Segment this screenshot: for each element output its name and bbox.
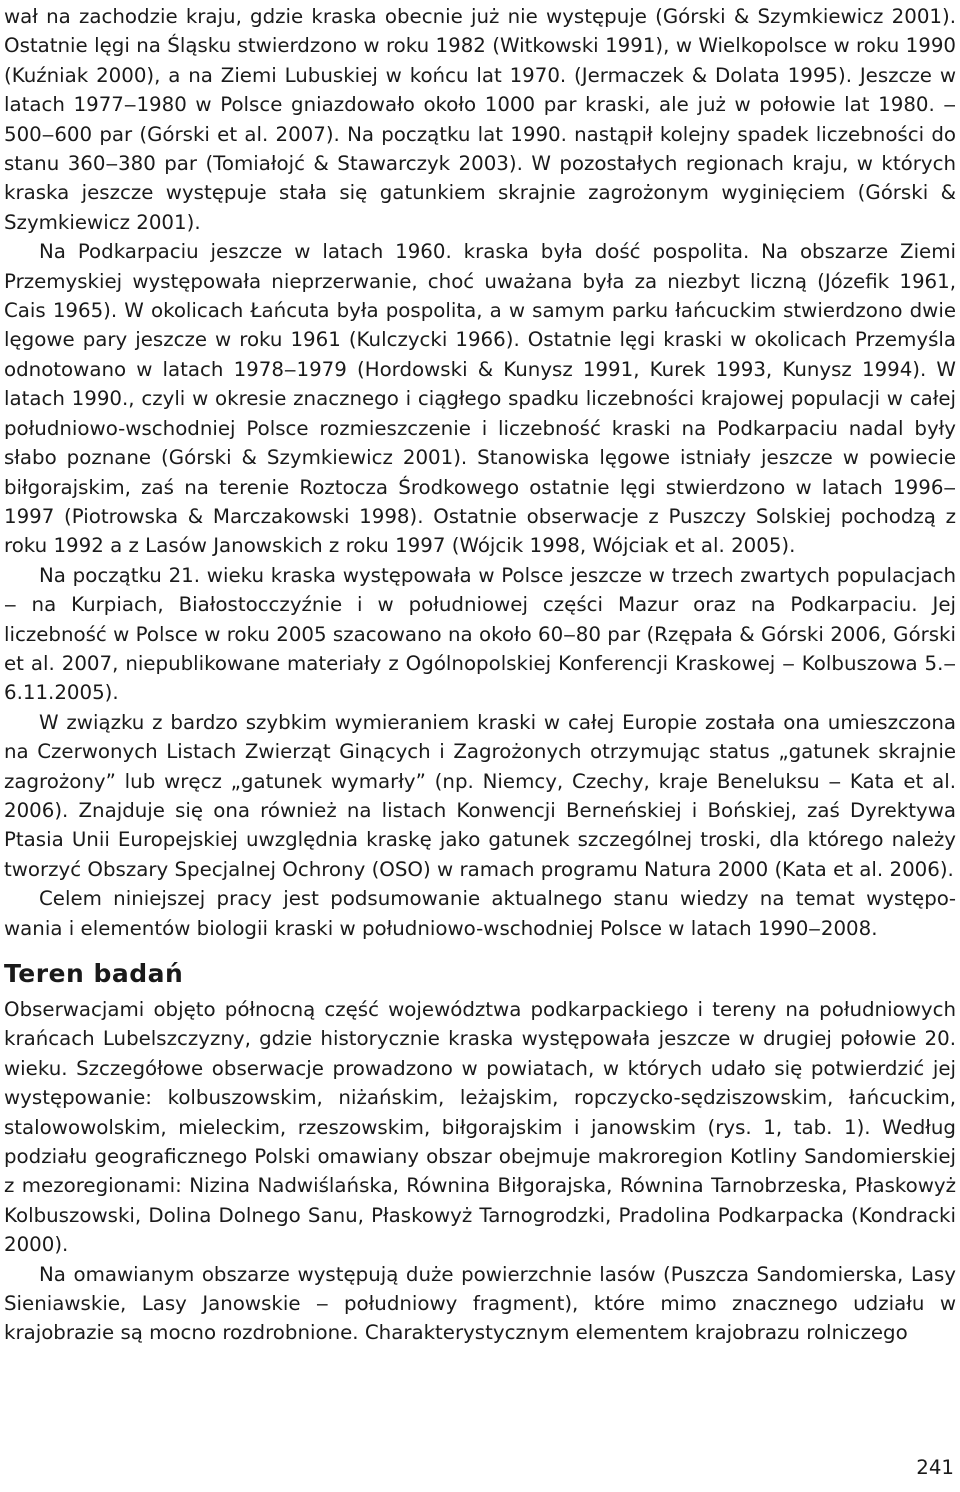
- page-number: 241: [916, 1456, 954, 1479]
- paragraph-section-2: Na omawianym obszarze występują duże powierzchnie lasów (Puszcza Sandomierska, Lasy Sieniawskie, Lasy Janowskie ‒ południowy fragment), które mimo znacznego udziału w krajobrazie są mocno rozdrobnione. Charakterystycznym elementem krajobrazu rolniczego: [4, 1262, 956, 1345]
- paragraph-intro-5: Celem niniejszej pracy jest podsumowanie aktualnego stanu wiedzy na temat występowania i elementów biologii kraski w południowo-wschodniej Polsce w latach 1990‒2008.: [4, 887, 956, 940]
- page-body: [4, 0, 956, 1348]
- paragraph-intro-2: Na Podkarpaciu jeszcze w latach 1960. kraska była dość pospolita. Na obszarze Ziemi Przemyskiej występowała nieprzerwanie, choć uważana była za niezbyt liczną (Józefik 1961, Cais 1965). W okolicach Łańcuta była pospolita, a w samym parku łańcuckim stwierdzono dwie lęgowe pary jeszcze w roku 1961 (Kulczycki 1966). Ostatnie lęgi kraski w okolicach Przemyśla odnotowano w latach 1978‒1979 (Hordowski & Kunysz 1991, Kurek 1993, Kunysz 1994). W latach 1990., czyli w okresie znacznego i ciągłego spadku liczebności krajowej populacji w całej południowo-wschodniej Polsce rozmieszczenie i liczebność kraski na Podkarpaciu nadal były słabo poznane (Górski & Szymkiewicz 2001). Stanowiska lęgowe istniały jeszcze w powiecie biłgorajskim, zaś na terenie Roztocza Środkowego ostatnie lęgi stwierdzono w latach 1996‒1997 (Piotrowska & Marczakowski 1998). Ostatnie obserwacje z Puszczy Solskiej pochodzą z roku 1992 a z Lasów Janowskich z roku 1997 (Wójcik 1998, Wójciak et al. 2005).: [4, 240, 956, 558]
- section-heading: Teren badań: [4, 959, 184, 988]
- paragraph-intro-4: W związku z bardzo szybkim wymieraniem kraski w całej Europie została ona umieszczona na Czerwonych Listach Zwierząt Ginących i Zagrożonych otrzymując status „gatunek skrajnie zagrożony” lub wręcz „gatunek wymarły” (np. Niemcy, Czechy, kraje Beneluksu ‒ Kata et al. 2006). Znajduje się ona również na listach Konwencji Berneńskiej i Bońskiej, zaś Dyrektywa Ptasia Unii Europejskiej uwzględnia kraskę jako gatunek szczególnej troski, dla którego należy tworzyć Obszary Specjalnej Ochrony (OSO) w ramach programu Natura 2000 (Kata et al. 2006).: [4, 710, 956, 881]
- paragraph-intro-3: Na początku 21. wieku kraska występowała w Polsce jeszcze w trzech zwartych populacjach ‒ na Kurpiach, Białostocczyźnie i w południowej części Mazur oraz na Podkarpaciu. Jej liczebność w Polsce w roku 2005 szacowano na około 60‒80 par (Rzępała & Górski 2006, Górski et al. 2007, niepublikowane materiały z Ogólnopolskiej Konferencji Kraskowej ‒ Kolbuszowa 5.‒6.11.2005).: [4, 563, 956, 705]
- paragraph-intro-1: wał na zachodzie kraju, gdzie kraska obecnie już nie występuje (Górski & Szymkiewicz 2001). Ostatnie lęgi na Śląsku stwierdzono w roku 1982 (Witkowski 1991), w Wielkopolsce w roku 1990 (Kuźniak 2000), a na Ziemi Lubuskiej w końcu lat 1970. (Jermaczek & Dolata 1995). Jeszcze w latach 1977‒1980 w Polsce gniazdowało około 1000 par kraski, ale już w połowie lat 1980. ‒ 500‒600 par (Górski et al. 2007). Na początku lat 1990. nastąpił kolejny spadek liczebności do stanu 360‒380 par (Tomiałojć & Stawarczyk 2003). W pozostałych regionach kraju, w których kraska jeszcze występuje stała się gatunkiem skrajnie zagrożonym wyginięciem (Górski & Szymkiewicz 2001).: [4, 5, 956, 234]
- paragraph-section-1: Obserwacjami objęto północną część województwa podkarpackiego i tereny na południowych krańcach Lubelszczyzny, gdzie historycznie kraska występowała jeszcze w drugiej połowie 20. wieku. Szczegółowe obserwacje prowadzono w powiatach, w których udało się potwierdzić jej występowanie: kolbuszowskim, niżańskim, leżajskim, ropczycko-sędziszowskim, łańcuckim, stalowowolskim, mieleckim, rzeszowskim, biłgorajskim i janowskim (rys. 1, tab. 1). Według podziału geograficznego Polski omawiany obszar obejmuje makroregion Kotliny Sandomierskiej z mezoregionami: Nizina Nadwiślańska, Równina Biłgorajska, Równina Tarnobrzeska, Płaskowyż Kolbuszowski, Dolina Dolnego Sanu, Płaskowyż Tarnogrodzki, Pradolina Podkarpacka (Kondracki 2000).: [4, 998, 956, 1257]
